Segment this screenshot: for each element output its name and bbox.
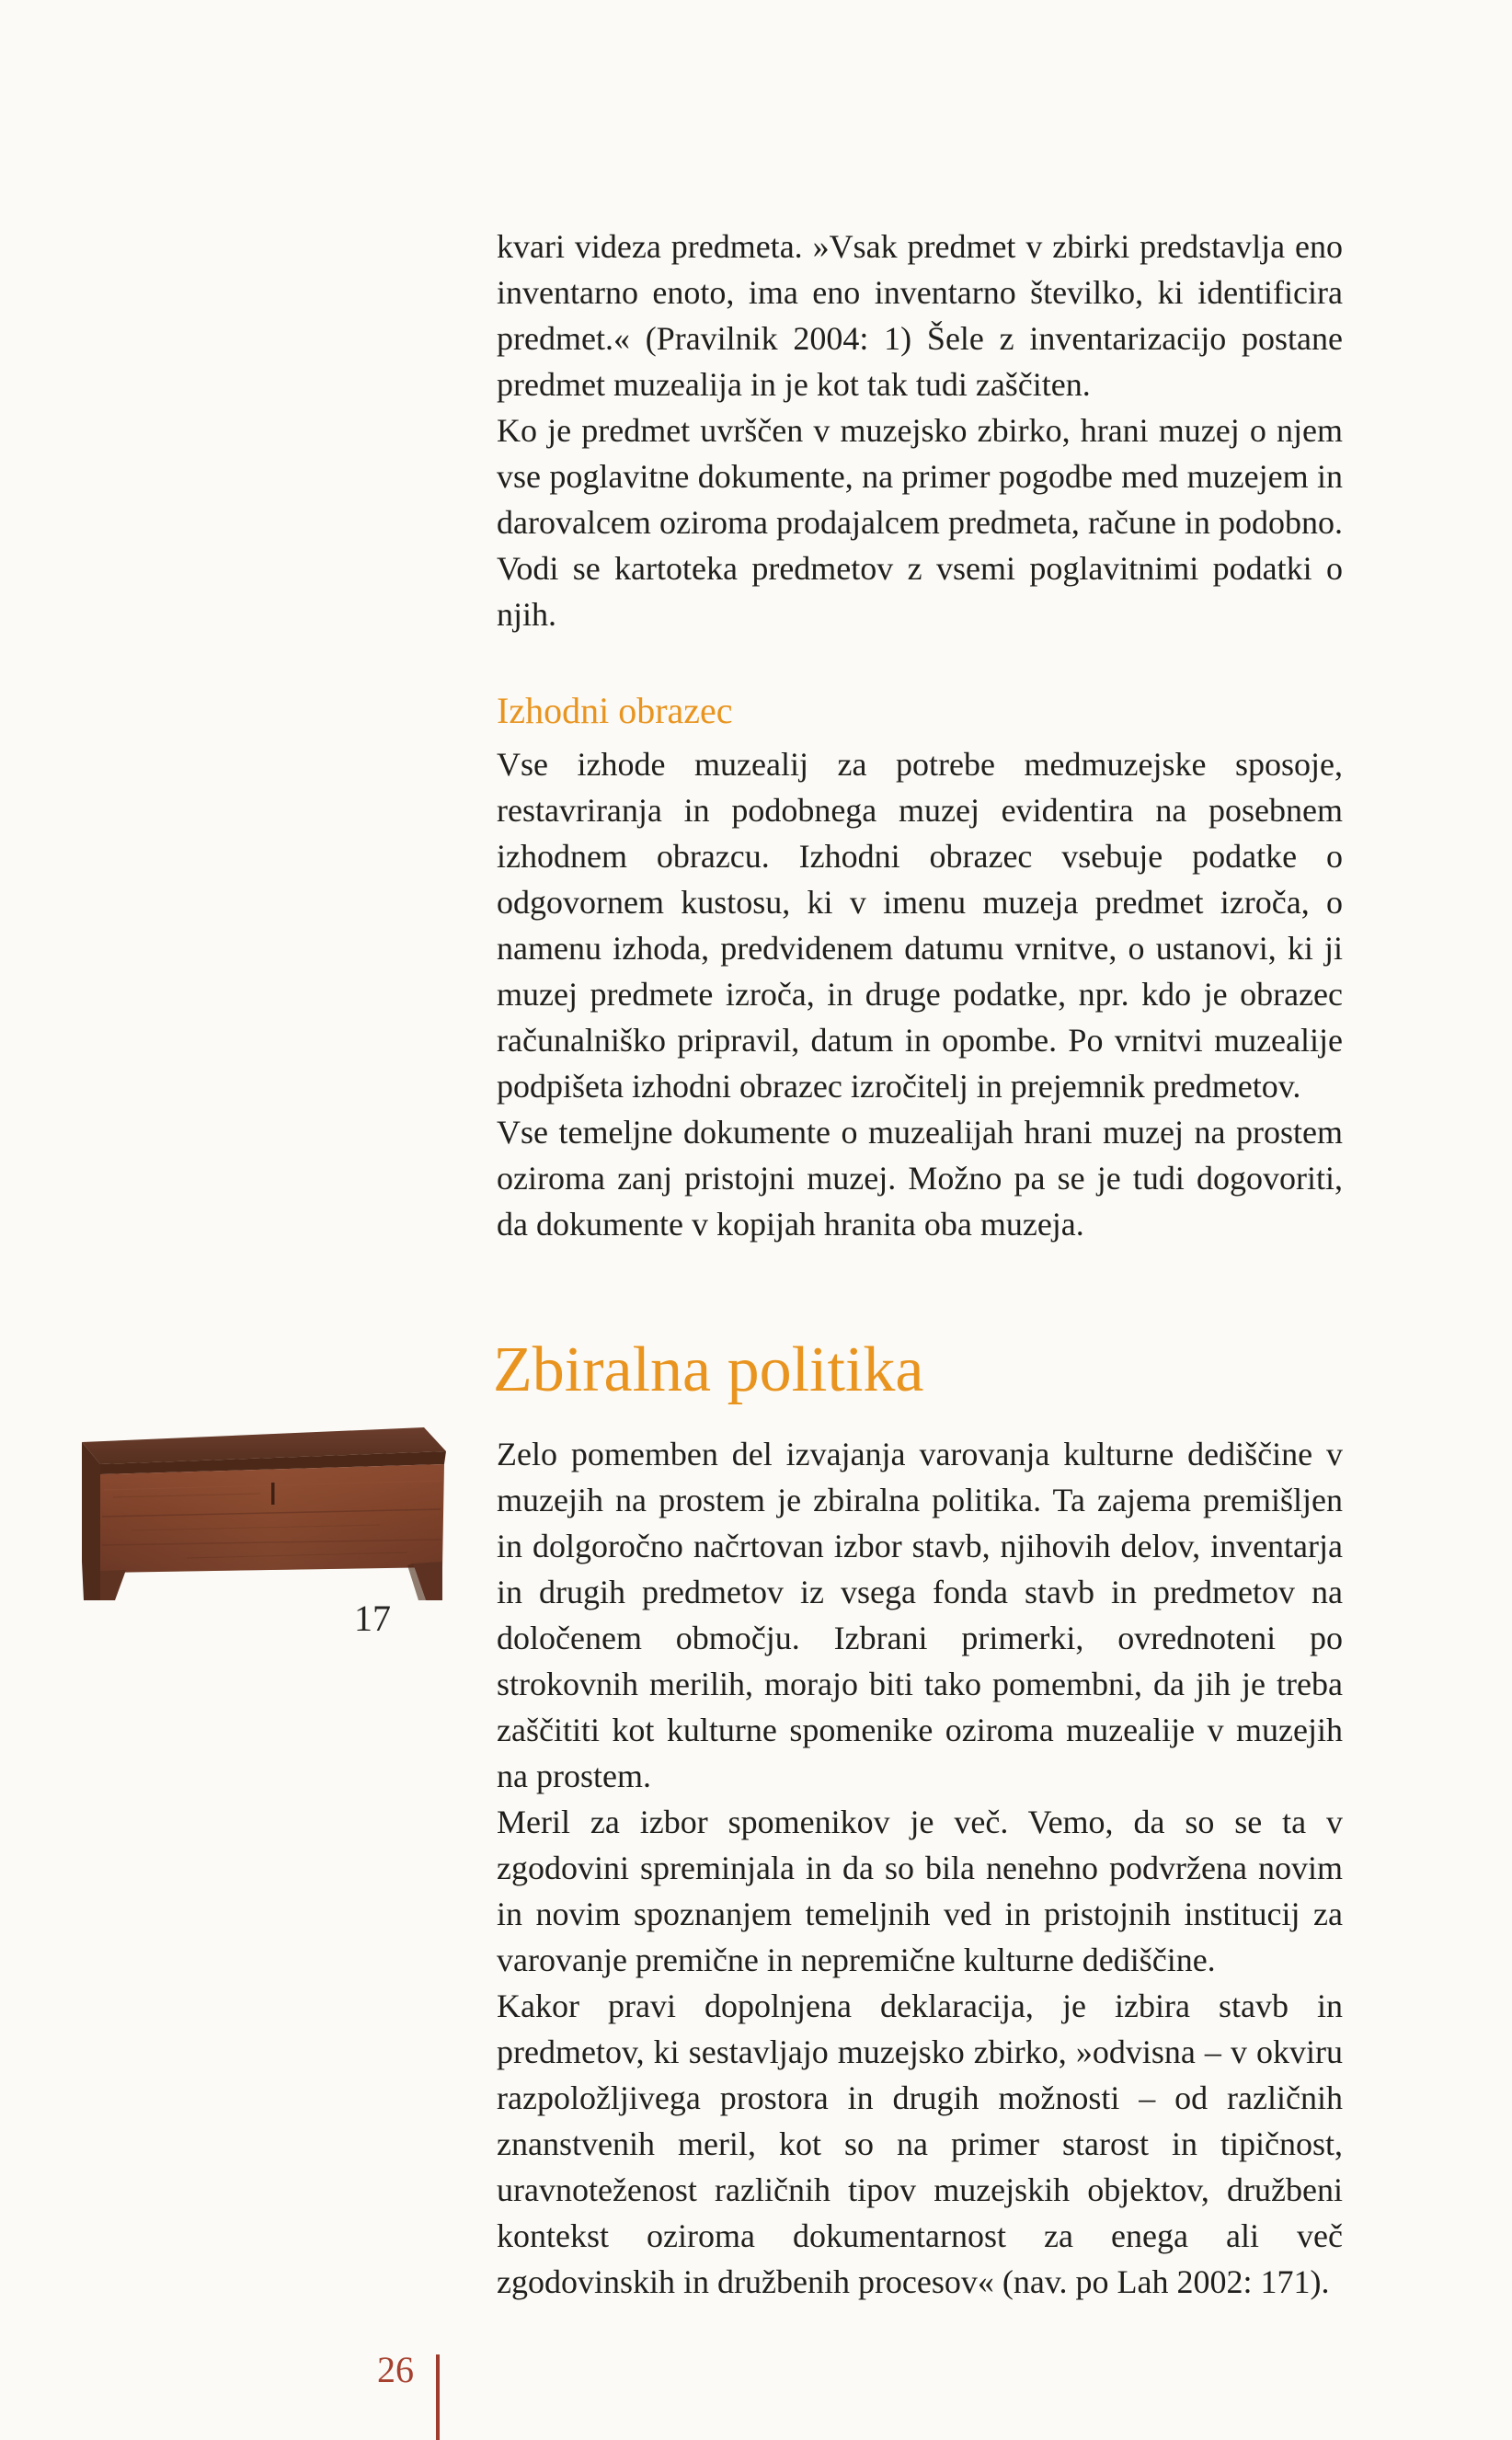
body-paragraph: Meril za izbor spomenikov je več. Vemo, da so se ta v zgodovini spreminjala in da so bila nenehno podvržena novim in novim spoznanjem temeljnih ved in pristojnih institucij za varovanje premične in nepremične kulturne dediščine. xyxy=(497,1804,1343,1978)
section-izhodni-obrazec xyxy=(497,741,1343,1247)
body-paragraph: Vse izhode muzealij za potrebe medmuzejske sposoje, restavriranja in podobnega muzej evidentira na posebnem izhodnem obrazcu. Izhodni obrazec vsebuje podatke o odgovornem kustosu, ki v imenu muzeja predmet izroča, o namenu izhoda, predvidenem datumu vrnitve, o ustanovi, ki ji muzej predmete izroča, in druge podatke, npr. kdo je obrazec računalniško pripravil, datum in opombe. Po vrnitvi muzealije podpišeta izhodni obrazec izročitelj in prejemnik predmetov. xyxy=(497,746,1343,1105)
body-paragraph: Zelo pomemben del izvajanja varovanja kulturne dediščine v muzejih na prostem je zbiralna politika. Ta zajema premišljen in dolgoročno načrtovan izbor stavb, njihovih delov, inventarja in drugih predmetov iz vsega fonda stavb in predmetov na določenem območju. Izbrani primerki, ovrednoteni po strokovnih merilih, morajo biti tako pomembni, da jih je treba zaščititi kot kulturne spomenike oziroma muzealije v muzejih na prostem. xyxy=(497,1436,1343,1794)
wooden-chest-image xyxy=(76,1424,452,1606)
wooden-chest-figure xyxy=(76,1424,453,1644)
body-paragraph: Vse temeljne dokumente o muzealijah hrani muzej na prostem oziroma zanj pristojni muzej. Možno pa se je tudi dogovoriti, da dokumente v kopijah hranita oba muzeja. xyxy=(497,1114,1343,1243)
body-paragraph: kvari videza predmeta. »Vsak predmet v zbirki predstavlja eno inventarno enoto, ima eno inventarno številko, ki identificira predmet.« (Pravilnik 2004: 1) Šele z inventarizacijo postane predmet muzealija in je kot tak tudi zaščiten. xyxy=(497,228,1343,403)
figure-caption: 17 xyxy=(354,1598,391,1639)
page-number: 26 xyxy=(377,2349,414,2390)
body-paragraph: Ko je predmet uvrščen v muzejsko zbirko, hrani muzej o njem vse poglavitne dokumente, na primer pogodbe med muzejem in darovalcem oziroma prodajalcem predmeta, račune in podobno. Vodi se kartoteka predmetov z vsemi poglavitnimi podatki o njih. xyxy=(497,412,1343,633)
section-inventarizacija xyxy=(497,223,1343,637)
subsection-heading-izhodni-obrazec: Izhodni obrazec xyxy=(497,690,733,731)
chapter-heading-zbiralna-politika: Zbiralna politika xyxy=(493,1335,924,1405)
body-paragraph: Kakor pravi dopolnjena deklaracija, je izbira stavb in predmetov, ki sestavljajo muzejsko zbirko, »odvisna – v okviru razpoložljivega prostora in drugih možnosti – od različnih znanstvenih meril, kot so na primer starost in tipičnost, uravnoteženost različnih tipov muzejskih objektov, družbeni kontekst oziroma dokumentarnost za enega ali več zgodovinskih in družbenih procesov« (nav. po Lah 2002: 171). xyxy=(497,1988,1343,2300)
page-number-rule xyxy=(436,2354,440,2440)
section-zbiralna-politika xyxy=(497,1431,1343,2305)
